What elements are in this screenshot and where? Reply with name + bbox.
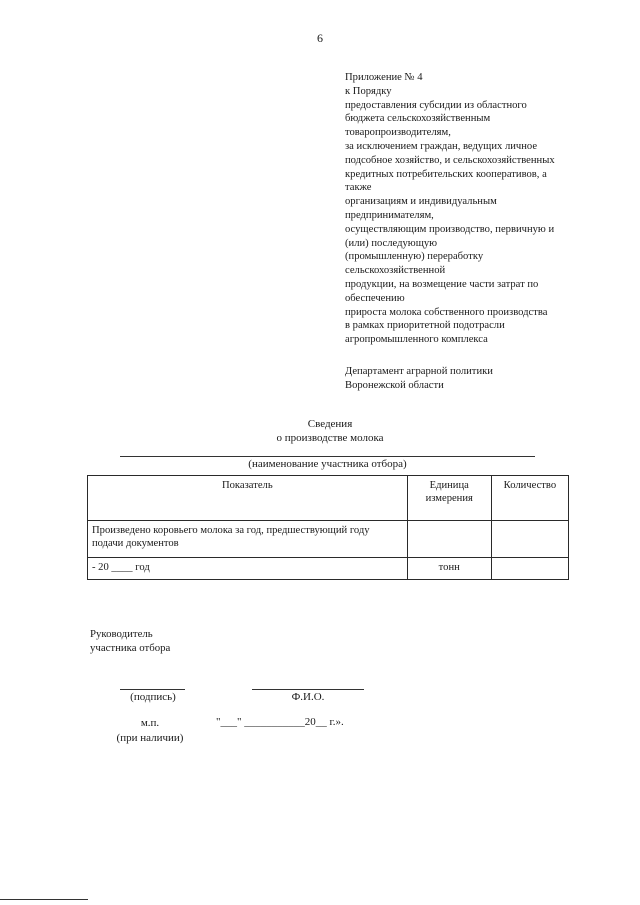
title-line: Сведения	[307, 418, 353, 430]
row-indicator: Произведено коровьего молока за год, предшествующий году подачи документов	[88, 521, 408, 558]
table-row	[88, 558, 569, 580]
appendix-line: (или) последующую	[345, 237, 438, 249]
row-quantity-cell[interactable]	[491, 558, 568, 580]
signature-caption: (подпись)	[130, 691, 176, 703]
department-block	[345, 365, 493, 393]
table-header-row	[88, 476, 569, 521]
signature-field-line[interactable]	[120, 689, 185, 690]
appendix-line: товаропроизводителям,	[345, 127, 451, 139]
appendix-line: осуществляющим производство, первичную и	[345, 223, 555, 235]
footnote-divider	[0, 899, 88, 900]
signer-line: участника отбора	[90, 642, 171, 654]
header-indicator: Показатель	[88, 476, 408, 521]
row-unit	[407, 521, 491, 558]
stamp-block	[100, 716, 200, 746]
appendix-line: за исключением граждан, ведущих личное	[345, 140, 538, 152]
appendix-line: предпринимателям,	[345, 209, 434, 221]
appendix-line: (промышленную) переработку	[345, 251, 484, 263]
appendix-line: к Порядку	[345, 85, 392, 97]
signer-block	[90, 627, 170, 655]
appendix-line: Приложение № 4	[345, 72, 423, 83]
appendix-line: продукции, на возмещение части затрат по	[345, 278, 539, 290]
row-indicator: - 20 ____ год	[88, 558, 408, 580]
header-quantity: Количество	[491, 476, 568, 521]
stamp-label: м.п.	[140, 717, 160, 729]
subtitle-line: о производстве молока	[276, 432, 384, 444]
appendix-line: подсобное хозяйство, и сельскохозяйственных	[345, 154, 555, 166]
appendix-line: обеспечению	[345, 292, 405, 304]
date-field[interactable]: "___" ___________20__ г.».	[216, 716, 344, 728]
participant-name-caption: (наименование участника отбора)	[248, 458, 407, 470]
appendix-line: сельскохозяйственной	[345, 265, 446, 277]
appendix-line: прироста молока собственного производства	[345, 306, 548, 318]
appendix-line: в рамках приоритетной подотрасли	[345, 320, 505, 332]
table-row	[88, 521, 569, 558]
signer-line: Руководитель	[90, 628, 153, 640]
data-table	[87, 475, 569, 580]
participant-name-field-line[interactable]	[120, 456, 535, 457]
full-name-caption: Ф.И.О.	[291, 691, 325, 703]
appendix-line: кредитных потребительских кооперативов, а	[345, 168, 547, 180]
appendix-line: предоставления субсидии из областного	[345, 99, 527, 111]
page-number: 6	[317, 31, 323, 45]
appendix-line: также	[345, 182, 372, 194]
form-title	[180, 417, 480, 445]
appendix-line: организациям и индивидуальным	[345, 196, 497, 208]
row-quantity-cell[interactable]	[491, 521, 568, 558]
header-unit: Единица измерения	[407, 476, 491, 521]
row-unit: тонн	[407, 558, 491, 580]
department-line: Воронежской области	[345, 379, 444, 391]
department-line: Департамент аграрной политики	[345, 366, 493, 377]
appendix-line: бюджета сельскохозяйственным	[345, 113, 491, 125]
appendix-line: агропромышленного комплекса	[345, 334, 488, 346]
stamp-note: (при наличии)	[116, 732, 184, 744]
full-name-field-line[interactable]	[252, 689, 364, 690]
appendix-header	[345, 71, 595, 347]
